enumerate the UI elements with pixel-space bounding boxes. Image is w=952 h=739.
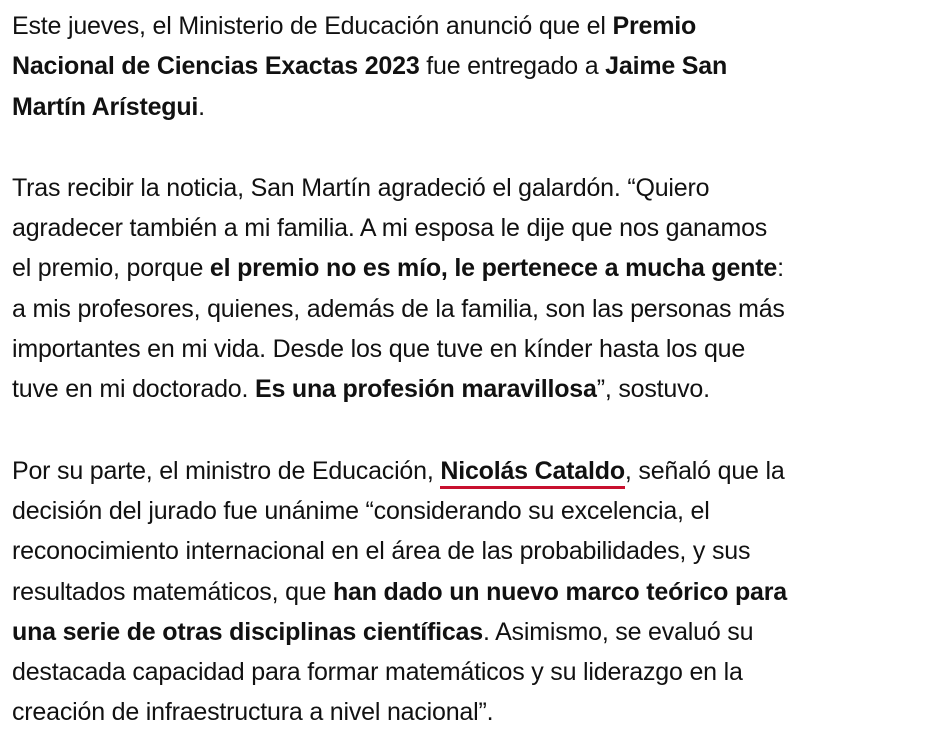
text-segment: tuve en mi doctorado. (12, 375, 255, 404)
award-name-bold: Premio (612, 12, 697, 40)
paragraph-1 (12, 6, 940, 127)
award-name-bold-cont: Nacional de Ciencias Exactas 2023 (12, 52, 420, 81)
paragraph-1-line-1 (12, 6, 940, 46)
text-segment: , señaló que la (624, 456, 785, 485)
paragraph-2-line-4: a mis profesores, quienes, además de la familia, son las personas más (12, 294, 785, 323)
paragraph-3-line-5 (12, 612, 940, 652)
winner-name-bold: Jaime San (605, 52, 728, 81)
paragraph-2-line-2: agradecer también a mi familia. A mi esposa le dije que nos ganamos (12, 214, 768, 243)
paragraph-3-line-7: creación de infraestructura a nivel nacional”. (12, 698, 494, 727)
quote-bold: han dado un nuevo marco teórico para (332, 577, 787, 606)
text-segment: Este jueves, el Ministerio de Educación anunció que el (12, 12, 613, 40)
paragraph-3-line-3: reconocimiento internacional en el área de las probabilidades, y sus (12, 537, 751, 566)
paragraph-3-line-1 (12, 451, 940, 491)
paragraph-3 (12, 451, 940, 733)
text-segment: . Asimismo, se evaluó su (482, 617, 754, 646)
paragraph-3-line-4 (12, 572, 940, 612)
paragraph-2-line-5: importantes en mi vida. Desde los que tuve en kínder hasta los que (12, 335, 746, 364)
quote-bold-cont: una serie de otras disciplinas científicas (12, 617, 483, 646)
paragraph-1-line-2 (12, 46, 940, 86)
minister-name-link[interactable]: Nicolás Cataldo (440, 457, 625, 489)
paragraph-1-line-3 (12, 87, 940, 127)
quote-bold: el premio no es mío, le pertenece a mucha gente (209, 254, 778, 283)
paragraph-3-line-6: destacada capacidad para formar matemáticos y su liderazgo en la (12, 658, 743, 687)
text-segment: fue entregado a (419, 52, 606, 81)
text-segment: Por su parte, el ministro de Educación, (12, 456, 441, 485)
paragraph-2-line-6 (12, 369, 940, 409)
paragraph-2-line-1: Tras recibir la noticia, San Martín agradeció el galardón. “Quiero (12, 173, 710, 202)
paragraph-3-line-2: decisión del jurado fue unánime “considerando su excelencia, el (12, 496, 710, 525)
quote-bold: Es una profesión maravillosa (254, 375, 597, 404)
paragraph-2 (12, 168, 940, 410)
text-segment: resultados matemáticos, que (12, 577, 333, 606)
winner-name-bold-cont: Martín Arístegui (12, 92, 199, 121)
paragraph-2-line-3 (12, 248, 940, 288)
text-segment: . (198, 92, 205, 121)
text-segment: : (777, 254, 784, 283)
text-segment: el premio, porque (12, 254, 210, 283)
text-segment: ”, sostuvo. (596, 375, 710, 404)
